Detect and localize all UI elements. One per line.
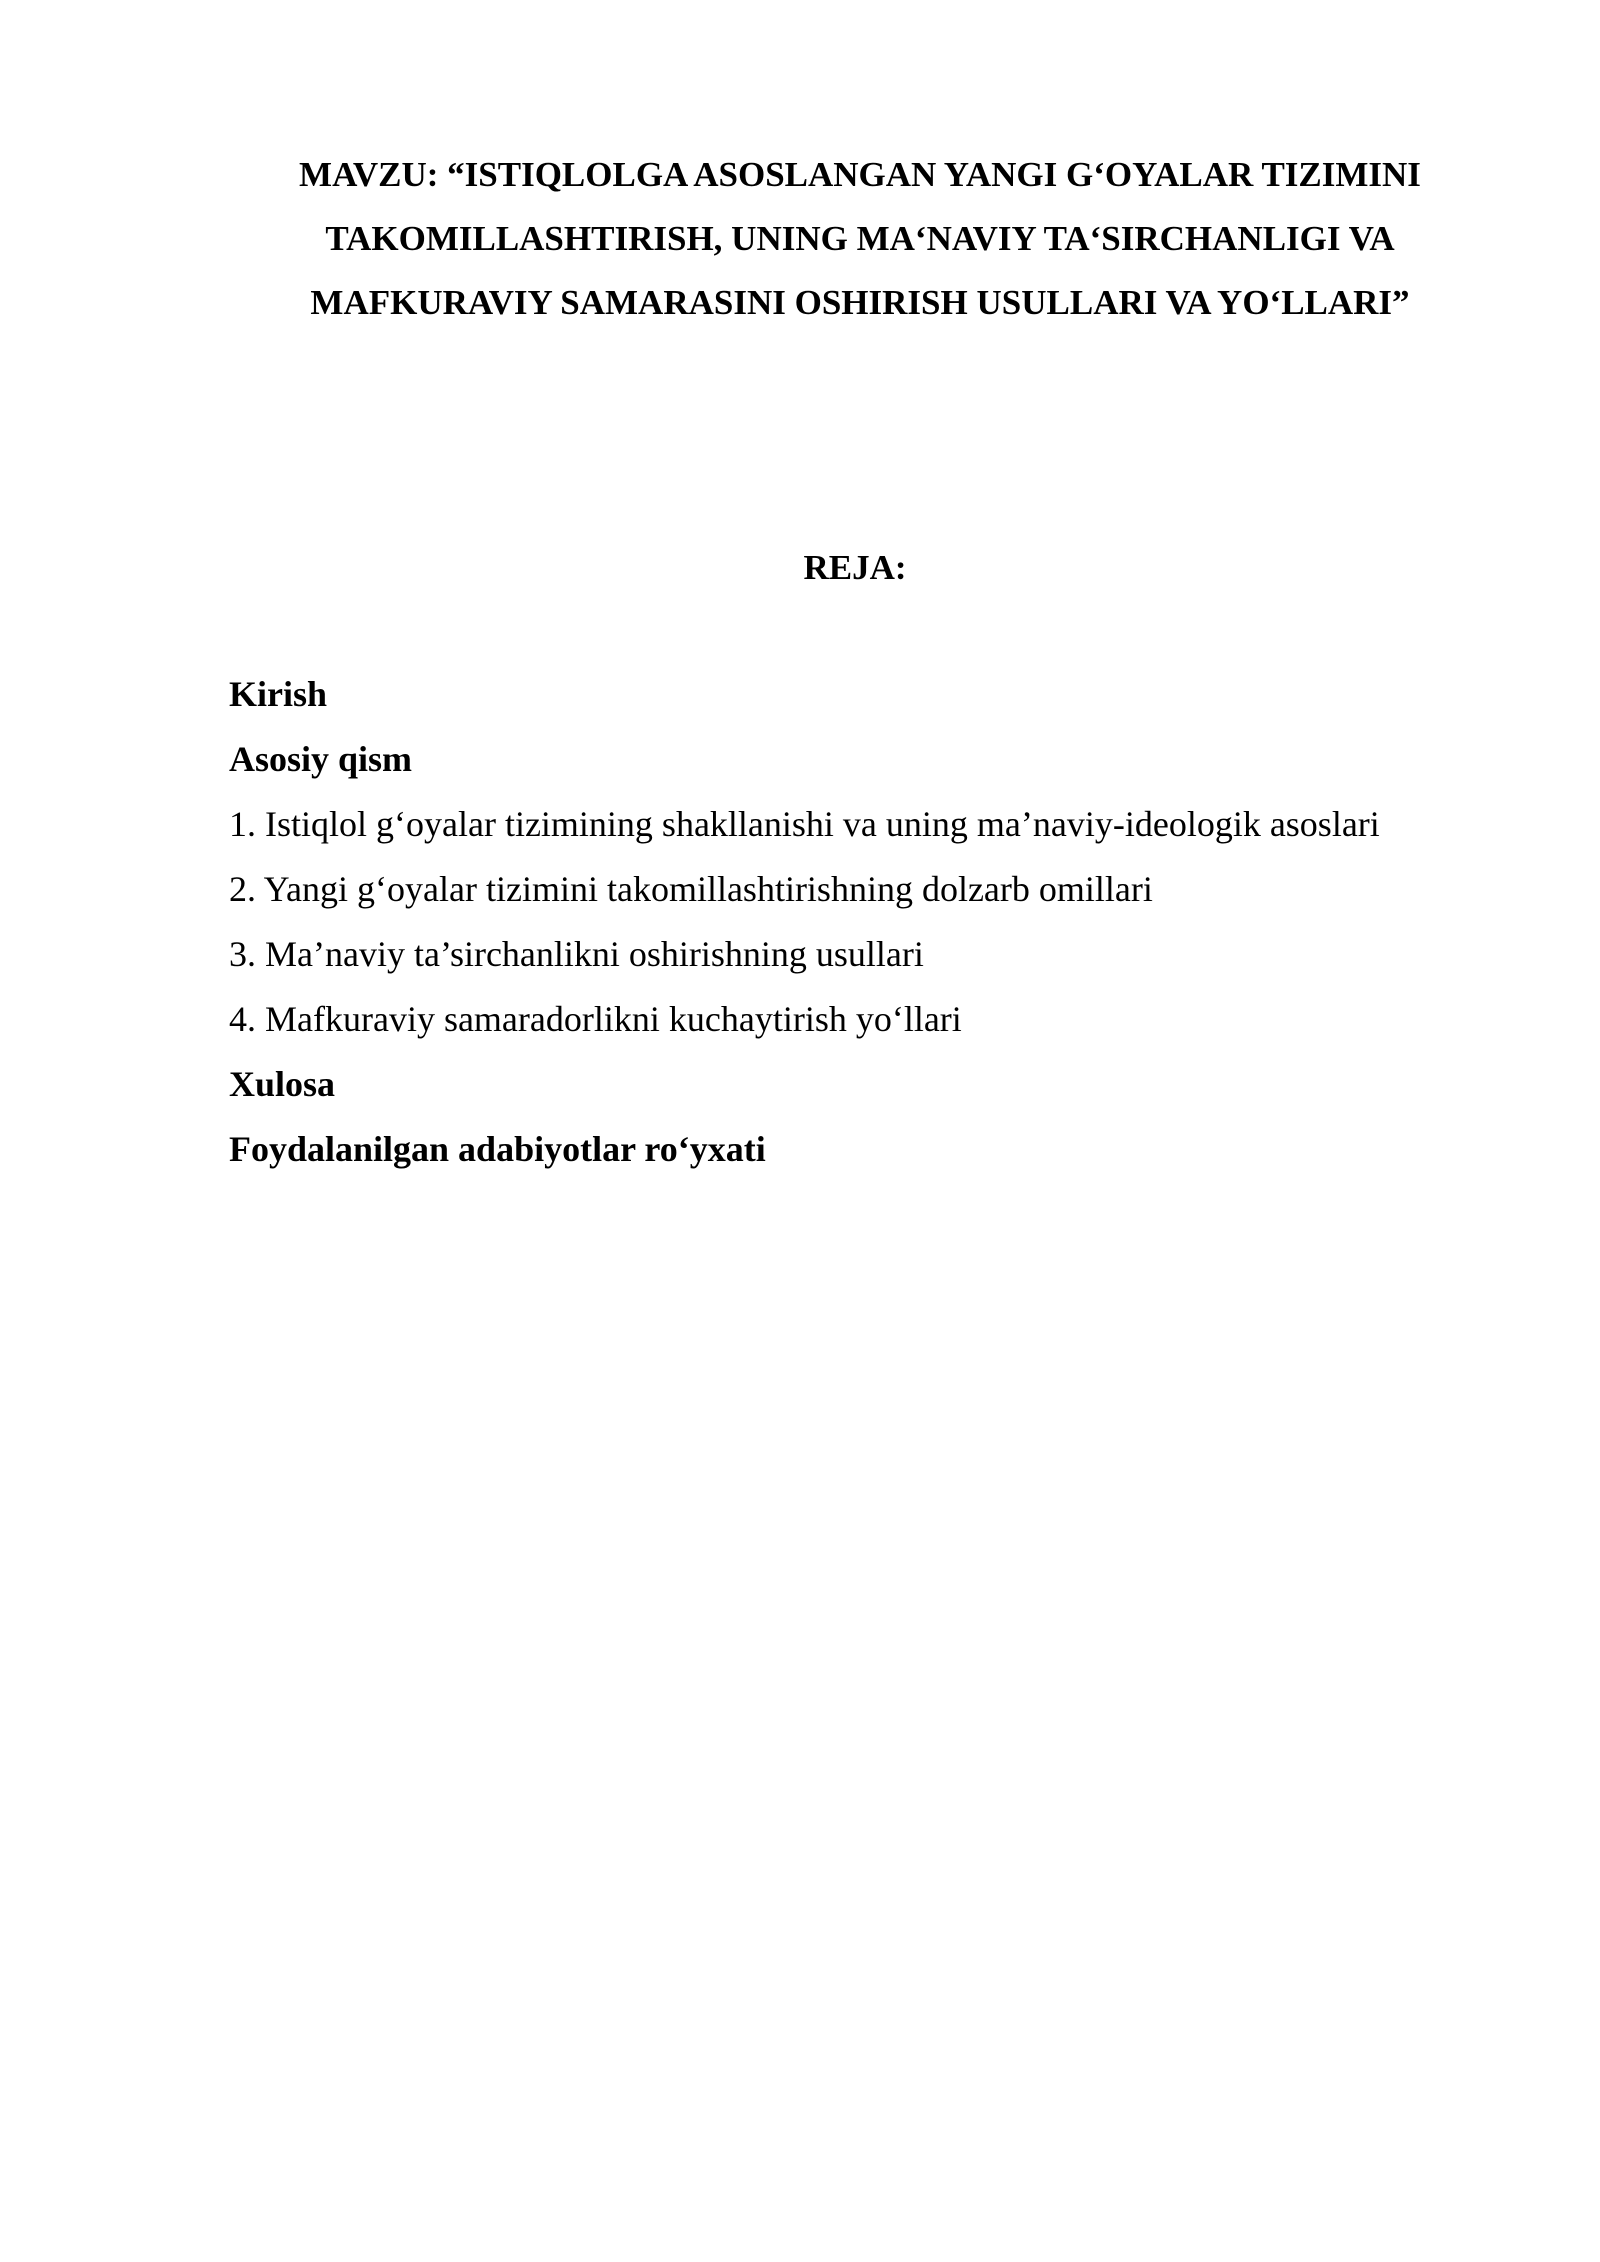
plan-item-1: 1. Istiqlol g‘oyalar tizimining shakllanishi va uning ma’naviy-ideologik asoslari xyxy=(229,804,1380,844)
plan-item-4: 4. Mafkuraviy samaradorlikni kuchaytirish yo‘llari xyxy=(229,999,962,1039)
plan-heading: REJA: xyxy=(803,548,907,587)
plan-item-references: Foydalanilgan adabiyotlar ro‘yxati xyxy=(229,1129,766,1169)
plan-item-xulosa: Xulosa xyxy=(229,1064,336,1104)
title-line-1: MAVZU: “ISTIQLOLGA ASOSLANGAN YANGI G‘OYALAR TIZIMINI xyxy=(299,155,1421,194)
document-title xyxy=(200,143,1520,335)
plan-list xyxy=(229,668,1380,1188)
plan-item-2: 2. Yangi g‘oyalar tizimini takomillashtirishning dolzarb omillari xyxy=(229,869,1153,909)
plan-item-3: 3. Ma’naviy ta’sirchanlikni oshirishning usullari xyxy=(229,934,924,974)
plan-item-asosiy-qism: Asosiy qism xyxy=(229,739,413,779)
title-line-2: TAKOMILLASHTIRISH, UNING MA‘NAVIY TA‘SIRCHANLIGI VA xyxy=(325,219,1395,258)
plan-item-kirish: Kirish xyxy=(229,674,328,714)
title-line-3: MAFKURAVIY SAMARASINI OSHIRISH USULLARI VA YO‘LLARI” xyxy=(310,283,1410,322)
